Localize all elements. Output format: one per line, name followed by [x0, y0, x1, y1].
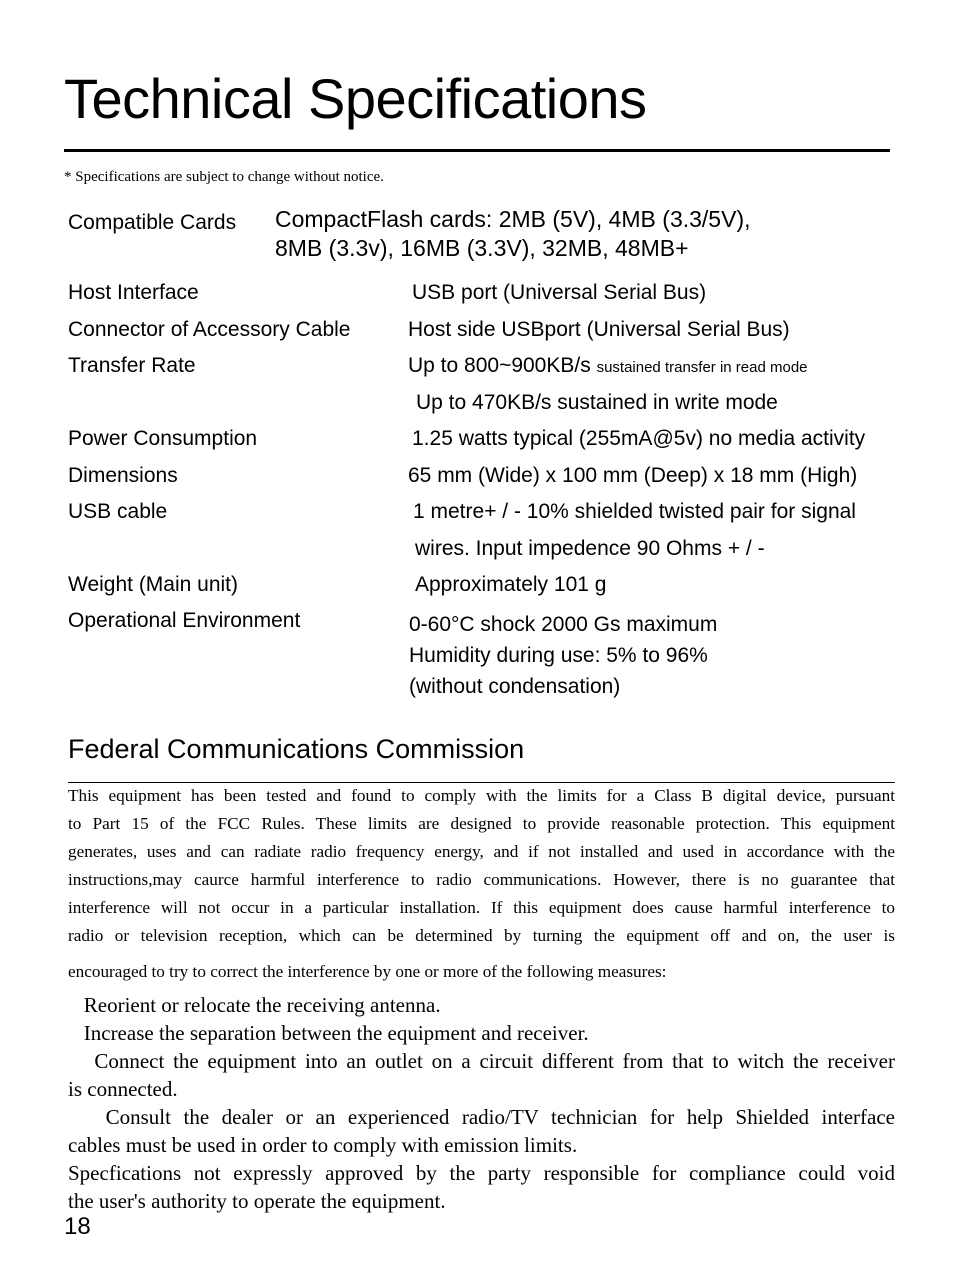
- fcc-measure-line: is connected.: [68, 1077, 178, 1101]
- transfer-rate-read: Up to 800~900KB/s: [408, 354, 591, 377]
- spec-value-usb-cable-line2: wires. Input impedence 90 Ohms + / -: [415, 537, 765, 560]
- spec-label-host-interface: Host Interface: [68, 281, 199, 304]
- fcc-measure-line: Increase the separation between the equipment and receiver.: [68, 1021, 589, 1045]
- spec-value-environment-line2: Humidity during use: 5% to 96%: [409, 644, 708, 667]
- page-number: 18: [64, 1213, 91, 1240]
- fcc-measure-line: Consult the dealer or an experienced radio/TV technician for help Shielded interface: [68, 1105, 895, 1129]
- fcc-measure-line: cables must be used in order to comply with emission limits.: [68, 1133, 578, 1157]
- fcc-paragraph-line: interference will not occur in a particular installation. If this equipment does cause harmful interference to: [68, 898, 895, 917]
- spec-value-dimensions: 65 mm (Wide) x 100 mm (Deep) x 18 mm (High): [408, 464, 858, 487]
- fcc-paragraph-line: instructions,may caurce harmful interference to radio communications. However, there is no guarantee that: [68, 870, 895, 889]
- fcc-paragraph-line: encouraged to try to correct the interference by one or more of the following measures:: [68, 962, 667, 981]
- spec-label-dimensions: Dimensions: [68, 464, 178, 487]
- spec-value-environment-line3: (without condensation): [409, 675, 621, 698]
- change-notice: * Specifications are subject to change without notice.: [64, 169, 384, 185]
- spec-label-transfer-rate: Transfer Rate: [68, 354, 196, 377]
- spec-value-usb-cable-line1: 1 metre+ / - 10% shielded twisted pair for signal: [413, 500, 856, 523]
- fcc-heading: Federal Communications Commission: [68, 734, 525, 764]
- transfer-rate-read-note: sustained transfer in read mode: [596, 359, 808, 376]
- spec-value-weight: Approximately 101 g: [415, 573, 607, 596]
- spec-value-power: 1.25 watts typical (255mA@5v) no media activity: [412, 427, 866, 450]
- spec-value-transfer-rate-write: Up to 470KB/s sustained in write mode: [416, 391, 778, 414]
- spec-value-host-interface: USB port (Universal Serial Bus): [412, 281, 707, 304]
- title-divider: [64, 149, 890, 152]
- fcc-measure-line: Connect the equipment into an outlet on a circuit different from that to witch the receiver: [68, 1049, 895, 1073]
- fcc-measure-line: the user's authority to operate the equipment.: [68, 1189, 446, 1213]
- spec-label-environment: Operational Environment: [68, 609, 301, 632]
- fcc-paragraph-line: generates, uses and can radiate radio frequency energy, and if not installed and used in accordance with the: [68, 842, 895, 861]
- fcc-measure-line: Specfications not expressly approved by the party responsible for compliance could void: [68, 1161, 895, 1185]
- spec-value-compatible-cards-line2: 8MB (3.3v), 16MB (3.3V), 32MB, 48MB+: [275, 235, 689, 261]
- fcc-paragraph-line: This equipment has been tested and found to comply with the limits for a Class B digital device, pursuant: [68, 786, 895, 805]
- spec-label-connector: Connector of Accessory Cable: [68, 318, 351, 341]
- spec-value-connector: Host side USBport (Universal Serial Bus): [408, 318, 790, 341]
- fcc-measure-line: Reorient or relocate the receiving antenna.: [68, 993, 441, 1017]
- spec-value-compatible-cards-line1: CompactFlash cards: 2MB (5V), 4MB (3.3/5V),: [275, 206, 751, 232]
- spec-label-weight: Weight (Main unit): [68, 573, 239, 596]
- fcc-paragraph-line: radio or television reception, which can be determined by turning the equipment off and on, the user is: [68, 926, 895, 945]
- spec-value-transfer-rate: [408, 354, 808, 378]
- spec-label-usb-cable: USB cable: [68, 500, 168, 523]
- spec-value-environment-line1: 0-60°C shock 2000 Gs maximum: [409, 613, 718, 636]
- fcc-divider: [68, 782, 895, 783]
- page-title: Technical Specifications: [64, 67, 647, 130]
- spec-label-compatible-cards: Compatible Cards: [68, 211, 237, 234]
- spec-label-power: Power Consumption: [68, 427, 258, 450]
- fcc-paragraph-line: to Part 15 of the FCC Rules. These limits are designed to provide reasonable protection. This equipment: [68, 814, 895, 833]
- spec-value-compatible-cards: [275, 205, 751, 263]
